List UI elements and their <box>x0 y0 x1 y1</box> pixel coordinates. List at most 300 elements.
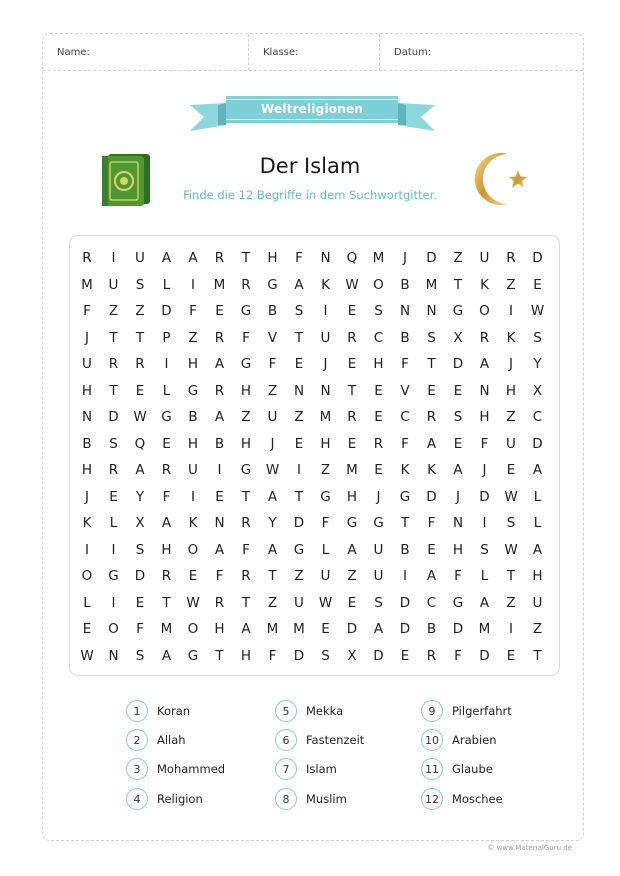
grid-letter[interactable]: A <box>135 462 145 478</box>
grid-letter[interactable]: B <box>82 435 92 452</box>
grid-letter[interactable]: A <box>479 594 490 611</box>
grid-letter[interactable]: B <box>400 276 410 293</box>
grid-letter[interactable]: Y <box>268 515 277 531</box>
grid-letter[interactable]: J <box>376 488 381 505</box>
grid-letter[interactable]: L <box>533 515 542 531</box>
grid-letter[interactable]: L <box>162 276 171 293</box>
grid-letter[interactable]: B <box>214 435 225 452</box>
grid-letter[interactable]: Z <box>135 303 145 319</box>
grid-letter[interactable]: Z <box>506 594 516 611</box>
grid-letter[interactable]: S <box>374 594 383 611</box>
grid-letter[interactable]: N <box>320 382 331 399</box>
grid-letter[interactable]: F <box>242 541 250 558</box>
subtitle: Finde die 12 Begriffe in dem Suchwortgitter. <box>183 188 437 202</box>
grid-letter[interactable]: B <box>426 621 437 637</box>
grid-letter[interactable]: V <box>400 382 410 399</box>
grid-letter[interactable]: A <box>532 541 543 558</box>
grid-letter[interactable]: Z <box>347 568 357 584</box>
grid-letter[interactable]: E <box>294 356 304 372</box>
grid-letter[interactable]: T <box>215 647 224 664</box>
grid-letter[interactable]: T <box>294 329 304 346</box>
grid-letter[interactable]: R <box>82 250 92 266</box>
grid-letter[interactable]: E <box>135 594 145 611</box>
grid-letter[interactable]: R <box>426 647 437 664</box>
grid-letter[interactable]: A <box>161 250 172 266</box>
grid-letter[interactable]: U <box>294 594 304 611</box>
grid-letter[interactable]: U <box>82 356 92 372</box>
grid-letter[interactable]: F <box>401 435 409 452</box>
grid-letter[interactable]: A <box>373 621 384 637</box>
grid-letter[interactable]: D <box>108 409 119 425</box>
grid-letter[interactable]: C <box>532 409 543 425</box>
grid-letter[interactable]: M <box>81 276 93 293</box>
grid-letter[interactable]: Z <box>108 303 119 319</box>
grid-letter[interactable]: R <box>214 250 225 266</box>
grid-letter[interactable]: D <box>161 303 172 319</box>
grid-letter[interactable]: F <box>189 303 197 319</box>
grid-letter[interactable]: A <box>267 488 278 505</box>
grid-letter[interactable]: E <box>506 462 516 478</box>
grid-letter[interactable]: M <box>213 276 226 293</box>
date-field[interactable] <box>380 34 583 70</box>
grid-letter[interactable]: Z <box>320 462 331 478</box>
grid-letter[interactable]: M <box>319 409 332 425</box>
grid-letter[interactable]: E <box>506 647 516 664</box>
grid-letter[interactable]: M <box>293 621 305 637</box>
grid-letter[interactable]: H <box>240 647 252 664</box>
grid-letter[interactable]: G <box>161 409 172 425</box>
grid-letter[interactable]: F <box>268 356 277 372</box>
grid-letter[interactable]: N <box>479 382 490 399</box>
grid-letter[interactable]: U <box>532 594 543 611</box>
grid-letter[interactable]: D <box>426 488 437 505</box>
grid-letter[interactable]: H <box>320 435 331 452</box>
grid-letter[interactable]: I <box>111 541 116 558</box>
grid-letter[interactable]: P <box>162 329 171 346</box>
grid-letter[interactable]: U <box>373 541 384 558</box>
grid-letter[interactable]: L <box>480 568 489 584</box>
grid-letter[interactable]: J <box>482 462 487 478</box>
grid-letter[interactable]: U <box>479 250 490 266</box>
grid-letter[interactable]: J <box>456 488 460 505</box>
grid-letter[interactable]: G <box>452 303 464 319</box>
grid-letter[interactable]: A <box>241 621 251 637</box>
grid-letter[interactable]: G <box>240 356 252 372</box>
grid-letter[interactable]: B <box>188 409 198 425</box>
name-field[interactable] <box>43 34 249 70</box>
grid-letter[interactable]: R <box>347 329 357 346</box>
grid-letter[interactable]: R <box>214 329 225 346</box>
grid-letter[interactable]: Z <box>453 250 463 266</box>
grid-letter[interactable]: K <box>427 462 436 478</box>
grid-letter[interactable]: R <box>108 462 119 478</box>
grid-letter[interactable]: U <box>135 250 145 266</box>
grid-letter[interactable]: E <box>347 435 357 452</box>
grid-letter[interactable]: J <box>270 435 275 452</box>
grid-letter[interactable]: Z <box>506 276 516 293</box>
grid-letter[interactable]: T <box>241 594 251 611</box>
grid-letter[interactable]: K <box>400 462 410 478</box>
grid-letter[interactable]: G <box>399 488 411 505</box>
grid-letter[interactable]: B <box>267 303 278 319</box>
grid-letter[interactable]: A <box>479 356 490 372</box>
grid-letter[interactable]: I <box>509 621 513 637</box>
grid-letter[interactable]: H <box>240 382 252 399</box>
grid-letter[interactable]: T <box>506 568 516 584</box>
grid-letter[interactable]: O <box>373 276 384 293</box>
grid-letter[interactable]: D <box>479 647 490 664</box>
grid-letter[interactable]: Z <box>267 594 278 611</box>
grid-letter[interactable]: O <box>81 568 93 584</box>
grid-letter[interactable]: A <box>453 462 463 478</box>
grid-letter[interactable]: D <box>293 647 305 664</box>
grid-letter[interactable]: T <box>135 329 145 346</box>
grid-letter[interactable]: B <box>400 541 410 558</box>
grid-letter[interactable]: Z <box>188 329 198 346</box>
grid-letter[interactable]: R <box>479 329 490 346</box>
grid-letter[interactable]: S <box>321 647 330 664</box>
grid-letter[interactable]: S <box>109 435 118 452</box>
grid-letter[interactable]: E <box>82 621 92 637</box>
grid-letter[interactable]: J <box>85 329 89 346</box>
grid-letter[interactable]: H <box>479 409 490 425</box>
grid-letter[interactable]: H <box>161 541 172 558</box>
grid-letter[interactable]: G <box>240 303 252 319</box>
grid-letter[interactable]: R <box>426 409 437 425</box>
grid-letter[interactable]: F <box>242 329 250 346</box>
grid-letter[interactable]: I <box>111 250 116 266</box>
grid-letter[interactable]: E <box>374 409 383 425</box>
grid-letter[interactable]: W <box>133 409 147 425</box>
grid-letter[interactable]: X <box>532 382 543 399</box>
grid-letter[interactable]: E <box>453 382 463 399</box>
grid-letter[interactable]: S <box>533 329 542 346</box>
grid-letter[interactable]: N <box>293 382 305 399</box>
grid-letter[interactable]: L <box>162 382 171 399</box>
grid-letter[interactable]: F <box>162 488 171 505</box>
grid-letter[interactable]: Z <box>294 409 304 425</box>
grid-letter[interactable]: A <box>214 409 225 425</box>
grid-letter[interactable]: T <box>400 515 410 531</box>
grid-letter[interactable]: J <box>403 250 407 266</box>
grid-letter[interactable]: F <box>215 568 224 584</box>
grid-letter[interactable]: S <box>453 409 463 425</box>
grid-letter[interactable]: I <box>85 541 89 558</box>
grid-letter[interactable]: K <box>506 329 516 346</box>
grid-letter[interactable]: A <box>214 541 225 558</box>
grid-letter[interactable]: A <box>267 541 278 558</box>
grid-letter[interactable]: R <box>241 276 251 293</box>
grid-letter[interactable]: K <box>321 276 330 293</box>
grid-letter[interactable]: T <box>347 382 357 399</box>
grid-letter[interactable]: O <box>108 621 119 637</box>
grid-letter[interactable]: I <box>482 515 487 531</box>
grid-letter[interactable]: G <box>320 488 331 505</box>
grid-letter[interactable]: T <box>533 647 542 664</box>
grid-letter[interactable]: G <box>187 382 199 399</box>
grid-letter[interactable]: K <box>82 515 92 531</box>
grid-letter[interactable]: G <box>346 515 358 531</box>
grid-letter[interactable]: Z <box>532 621 543 637</box>
grid-letter[interactable]: Q <box>134 435 146 452</box>
grid-letter[interactable]: I <box>191 488 195 505</box>
grid-letter[interactable]: F <box>480 435 489 452</box>
grid-letter[interactable]: G <box>267 276 278 293</box>
grid-letter[interactable]: R <box>214 594 225 611</box>
word-item <box>275 700 343 722</box>
grid-letter[interactable]: J <box>85 488 89 505</box>
grid-letter[interactable]: E <box>321 621 330 637</box>
grid-letter[interactable]: O <box>187 621 199 637</box>
grid-letter[interactable]: R <box>108 356 119 372</box>
grid-letter[interactable]: G <box>240 462 252 478</box>
word-label: Pilgerfahrt <box>452 704 512 718</box>
grid-letter[interactable]: A <box>426 568 437 584</box>
grid-letter[interactable]: W <box>530 303 545 319</box>
word-label: Fastenzeit <box>306 733 365 747</box>
grid-letter[interactable]: T <box>453 276 463 293</box>
grid-letter[interactable]: S <box>135 276 145 293</box>
grid-letter[interactable]: V <box>267 329 278 346</box>
grid-letter[interactable]: D <box>399 621 411 637</box>
word-label: Mohammed <box>157 762 226 776</box>
grid-letter[interactable]: R <box>135 356 145 372</box>
grid-letter[interactable]: Y <box>135 488 145 505</box>
grid-letter[interactable]: L <box>83 594 91 611</box>
grid-letter[interactable]: U <box>108 276 119 293</box>
grid-letter[interactable]: T <box>294 488 304 505</box>
grid-letter[interactable]: H <box>267 250 278 266</box>
grid-letter[interactable]: D <box>293 515 305 531</box>
grid-letter[interactable]: R <box>373 435 384 452</box>
grid-letter[interactable]: H <box>81 462 93 478</box>
grid-letter[interactable]: D <box>532 250 543 266</box>
grid-letter[interactable]: I <box>191 276 195 293</box>
grid-letter[interactable]: S <box>427 329 436 346</box>
grid-letter[interactable]: I <box>217 462 222 478</box>
word-number: 5 <box>275 700 297 722</box>
grid-letter[interactable]: E <box>347 594 357 611</box>
grid-letter[interactable]: E <box>533 276 542 293</box>
grid-letter[interactable]: U <box>506 435 516 452</box>
grid-letter[interactable]: E <box>215 488 224 505</box>
grid-letter[interactable]: E <box>215 303 224 319</box>
grid-letter[interactable]: U <box>373 568 384 584</box>
grid-letter[interactable]: I <box>111 594 116 611</box>
grid-letter[interactable]: S <box>294 303 304 319</box>
grid-letter[interactable]: R <box>506 250 516 266</box>
grid-letter[interactable]: M <box>346 462 358 478</box>
grid-letter[interactable]: D <box>532 435 543 452</box>
grid-letter[interactable]: F <box>427 515 436 531</box>
grid-letter[interactable]: A <box>532 462 543 478</box>
grid-letter[interactable]: W <box>318 594 333 611</box>
grid-letter[interactable]: F <box>136 621 144 637</box>
grid-letter[interactable]: T <box>427 356 436 372</box>
grid-letter[interactable]: S <box>135 647 145 664</box>
grid-letter[interactable]: E <box>347 356 357 372</box>
grid-letter[interactable]: X <box>135 515 145 531</box>
grid-letter[interactable]: A <box>347 541 357 558</box>
grid-letter[interactable]: D <box>346 621 358 637</box>
grid-letter[interactable]: T <box>241 250 251 266</box>
grid-letter[interactable]: G <box>452 594 464 611</box>
grid-letter[interactable]: U <box>188 462 198 478</box>
grid-letter[interactable]: F <box>321 515 330 531</box>
grid-letter[interactable]: R <box>241 515 251 531</box>
grid-letter[interactable]: M <box>160 621 173 637</box>
grid-letter[interactable]: G <box>293 541 305 558</box>
grid-letter[interactable]: T <box>109 329 118 346</box>
word-label: Moschee <box>452 792 503 806</box>
grid-letter[interactable]: X <box>347 647 357 664</box>
grid-letter[interactable]: E <box>453 435 463 452</box>
grid-letter[interactable]: W <box>504 488 518 505</box>
grid-letter[interactable]: N <box>320 250 331 266</box>
grid-letter[interactable]: H <box>214 621 225 637</box>
grid-letter[interactable]: H <box>505 382 517 399</box>
grid-letter[interactable]: M <box>425 276 438 293</box>
grid-letter[interactable]: H <box>346 488 358 505</box>
grid-letter[interactable]: I <box>323 303 328 319</box>
grid-letter[interactable]: G <box>373 515 384 531</box>
grid-letter[interactable]: A <box>161 515 172 531</box>
grid-letter[interactable]: I <box>164 356 169 372</box>
grid-letter[interactable]: A <box>294 276 304 293</box>
grid-letter[interactable]: E <box>162 435 171 452</box>
grid-letter[interactable]: N <box>81 409 93 425</box>
grid-letter[interactable]: L <box>109 515 118 531</box>
grid-letter[interactable]: E <box>427 541 436 558</box>
grid-letter[interactable]: Z <box>241 409 251 425</box>
grid-letter[interactable]: O <box>187 541 199 558</box>
grid-letter[interactable]: R <box>161 568 172 584</box>
grid-letter[interactable]: H <box>373 356 384 372</box>
grid-letter[interactable]: R <box>241 568 251 584</box>
grid-letter[interactable]: S <box>480 541 489 558</box>
grid-letter[interactable]: C <box>400 409 410 425</box>
grid-letter[interactable]: K <box>188 515 198 531</box>
grid-letter[interactable]: I <box>297 462 301 478</box>
grid-letter[interactable]: D <box>452 621 464 637</box>
grid-letter[interactable]: G <box>108 568 119 584</box>
grid-letter[interactable]: M <box>266 621 279 637</box>
grid-letter[interactable]: E <box>374 462 383 478</box>
grid-letter[interactable]: C <box>373 329 384 346</box>
grid-letter[interactable]: I <box>403 568 407 584</box>
grid-letter[interactable]: A <box>161 647 172 664</box>
grid-letter[interactable]: O <box>479 303 490 319</box>
grid-letter[interactable]: T <box>109 382 118 399</box>
grid-letter[interactable]: G <box>187 647 199 664</box>
grid-letter[interactable]: L <box>533 488 542 505</box>
grid-letter[interactable]: D <box>373 647 384 664</box>
grid-letter[interactable]: F <box>454 647 462 664</box>
grid-letter[interactable]: E <box>347 303 357 319</box>
grid-letter[interactable]: H <box>187 356 199 372</box>
grid-letter[interactable]: E <box>188 568 198 584</box>
grid-letter[interactable]: M <box>478 621 491 637</box>
grid-letter[interactable]: S <box>374 303 383 319</box>
grid-letter[interactable]: E <box>400 647 410 664</box>
grid-letter[interactable]: D <box>452 356 464 372</box>
grid-letter[interactable]: W <box>80 647 94 664</box>
grid-letter[interactable]: F <box>454 568 462 584</box>
grid-letter[interactable]: H <box>240 435 252 452</box>
grid-letter[interactable]: E <box>427 382 436 399</box>
grid-letter[interactable]: H <box>532 568 543 584</box>
grid-letter[interactable]: U <box>267 409 278 425</box>
grid-letter[interactable]: Z <box>506 409 516 425</box>
grid-letter[interactable]: Z <box>267 382 278 399</box>
grid-letter[interactable]: N <box>399 303 411 319</box>
grid-letter[interactable]: I <box>509 303 513 319</box>
grid-letter[interactable]: S <box>506 515 516 531</box>
grid-letter[interactable]: D <box>134 568 146 584</box>
grid-letter[interactable]: K <box>480 276 489 293</box>
grid-letter[interactable]: J <box>509 356 513 372</box>
grid-letter[interactable]: C <box>426 594 437 611</box>
grid-letter[interactable]: B <box>400 329 410 346</box>
grid-letter[interactable]: Z <box>294 568 304 584</box>
word-item <box>421 729 497 751</box>
grid-letter[interactable]: W <box>504 541 518 558</box>
class-field[interactable] <box>249 34 380 70</box>
grid-letter[interactable]: J <box>323 356 328 372</box>
grid-letter[interactable]: D <box>426 250 437 266</box>
grid-letter[interactable]: R <box>347 409 357 425</box>
grid-letter[interactable]: T <box>268 568 277 584</box>
grid-letter[interactable]: N <box>426 303 437 319</box>
grid-letter[interactable]: E <box>109 488 118 505</box>
grid-letter[interactable]: Y <box>533 356 542 372</box>
grid-letter[interactable]: D <box>479 488 490 505</box>
grid-letter[interactable]: F <box>401 356 409 372</box>
grid-letter[interactable]: F <box>295 250 303 266</box>
grid-letter[interactable]: W <box>186 594 200 611</box>
grid-letter[interactable]: N <box>214 515 225 531</box>
grid-letter[interactable]: U <box>320 329 331 346</box>
grid-letter[interactable]: Q <box>346 250 358 266</box>
grid-letter[interactable]: S <box>135 541 145 558</box>
grid-letter[interactable]: E <box>294 435 304 452</box>
grid-letter[interactable]: R <box>214 382 225 399</box>
grid-letter[interactable]: R <box>161 462 172 478</box>
grid-letter[interactable]: A <box>188 250 198 266</box>
grid-letter[interactable]: F <box>83 303 91 319</box>
grid-letter[interactable]: T <box>162 594 171 611</box>
grid-letter[interactable]: H <box>452 541 464 558</box>
grid-letter[interactable]: W <box>345 276 359 293</box>
word-number: 4 <box>126 788 148 810</box>
grid-letter[interactable]: X <box>453 329 463 346</box>
grid-letter[interactable]: U <box>320 568 331 584</box>
grid-letter[interactable]: L <box>321 541 330 558</box>
grid-letter[interactable]: E <box>374 382 383 399</box>
grid-letter[interactable]: D <box>399 594 411 611</box>
grid-letter[interactable]: N <box>452 515 464 531</box>
grid-letter[interactable]: A <box>214 356 225 372</box>
grid-letter[interactable]: T <box>241 488 251 505</box>
grid-letter[interactable]: H <box>187 435 199 452</box>
grid-letter[interactable]: A <box>426 435 437 452</box>
grid-letter[interactable]: W <box>265 462 280 478</box>
grid-letter[interactable]: H <box>81 382 93 399</box>
grid-letter[interactable]: F <box>268 647 277 664</box>
grid-letter[interactable]: E <box>135 382 145 399</box>
grid-letter[interactable]: M <box>372 250 385 266</box>
grid-letter[interactable]: N <box>108 647 119 664</box>
